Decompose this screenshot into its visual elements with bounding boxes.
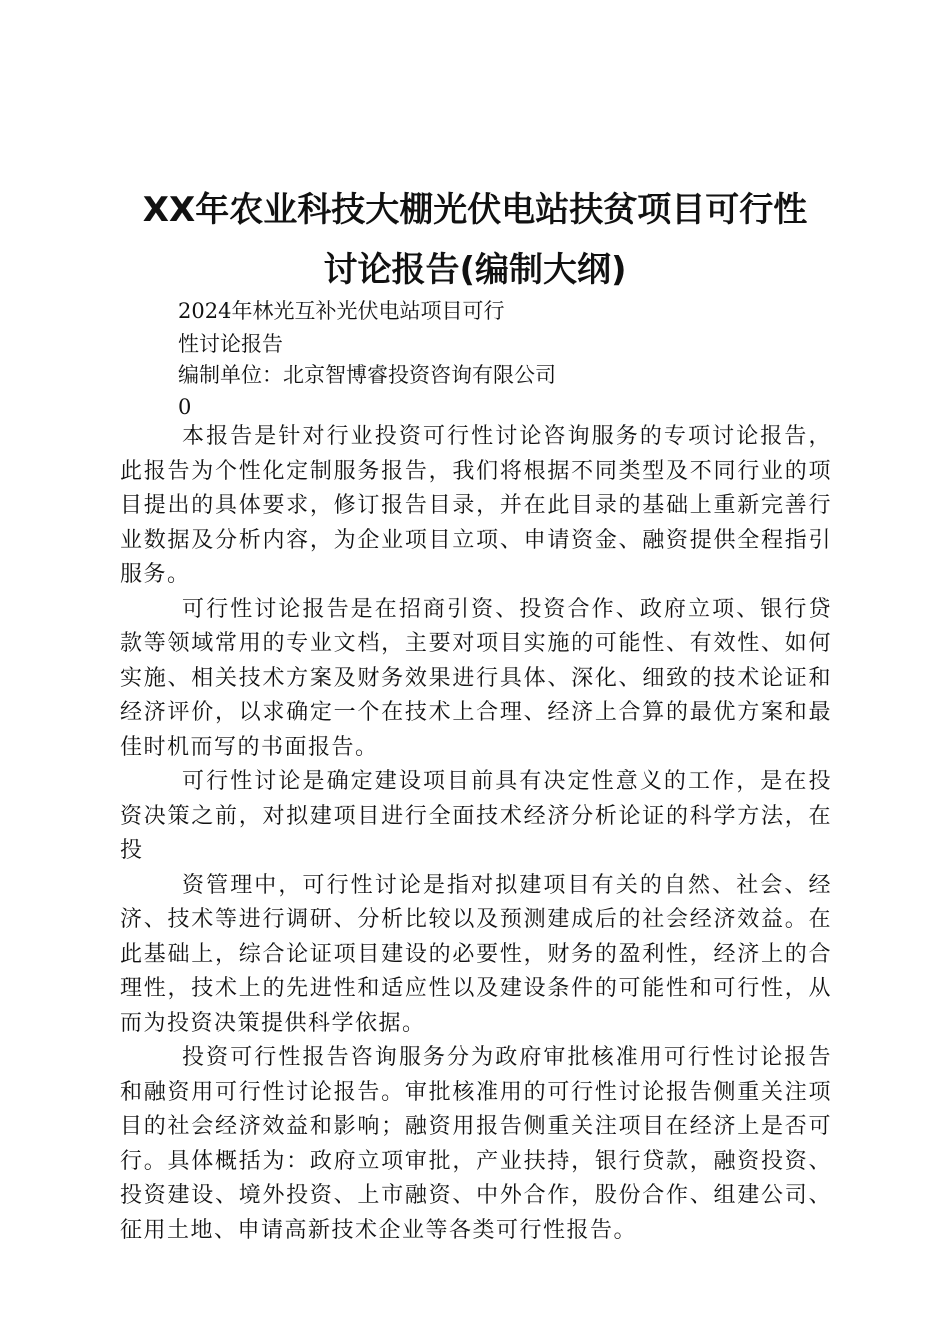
project-name-line-1: 2024年林光互补光伏电站项目可行 (178, 299, 505, 323)
paragraph: 可行性讨论是确定建设项目前具有决定性意义的工作，是在投资决策之前，对拟建项目进行全面技术经济分析论证的科学方法，在投 (120, 769, 832, 863)
paragraph: 本报告是针对行业投资可行性讨论咨询服务的专项讨论报告，此报告为个性化定制服务报告，我们将根据不同类型及不同行业的项目提出的具体要求，修订报告目录，并在此目录的基础上重新完善行业数据及分析内容，为企业项目立项、申请资金、融资提供全程指引服务。 (120, 424, 832, 587)
paragraph: 可行性讨论报告是在招商引资、投资合作、政府立项、银行贷款等领域常用的专业文档，主要对项目实施的可能性、有效性、如何实施、相关技术方案及财务效果进行具体、深化、细致的技术论证和经济评价，以求确定一个在技术上合理、经济上合算的最优方案和最佳时机而写的书面报告。 (120, 596, 832, 760)
page-marker: 0 (178, 395, 192, 419)
paragraph: 投资可行性报告咨询服务分为政府审批核准用可行性讨论报告和融资用可行性讨论报告。审批核准用的可行性讨论报告侧重关注项目的社会经济效益和影响；融资用报告侧重关注项目在经济上是否可行。具体概括为：政府立项审批，产业扶持，银行贷款，融资投资、投资建设、境外投资、上市融资、中外合作，股份合作、组建公司、征用土地、申请高新技术企业等各类可行性报告。 (120, 1045, 832, 1243)
compiling-unit: 编制单位：北京智博睿投资咨询有限公司 (178, 363, 556, 387)
document-title-line-1: XX年农业科技大棚光伏电站扶贫项目可行性 (142, 190, 808, 230)
document-body (120, 420, 832, 1248)
project-name-line-2: 性讨论报告 (178, 332, 283, 356)
paragraph: 资管理中，可行性讨论是指对拟建项目有关的自然、社会、经济、技术等进行调研、分析比较以及预测建成后的社会经济效益。在此基础上，综合论证项目建设的必要性，财务的盈利性，经济上的合理性，技术上的先进性和适应性以及建设条件的可能性和可行性，从而为投资决策提供科学依据。 (120, 872, 832, 1036)
document-title-line-2: 讨论报告(编制大纲) (323, 250, 627, 290)
